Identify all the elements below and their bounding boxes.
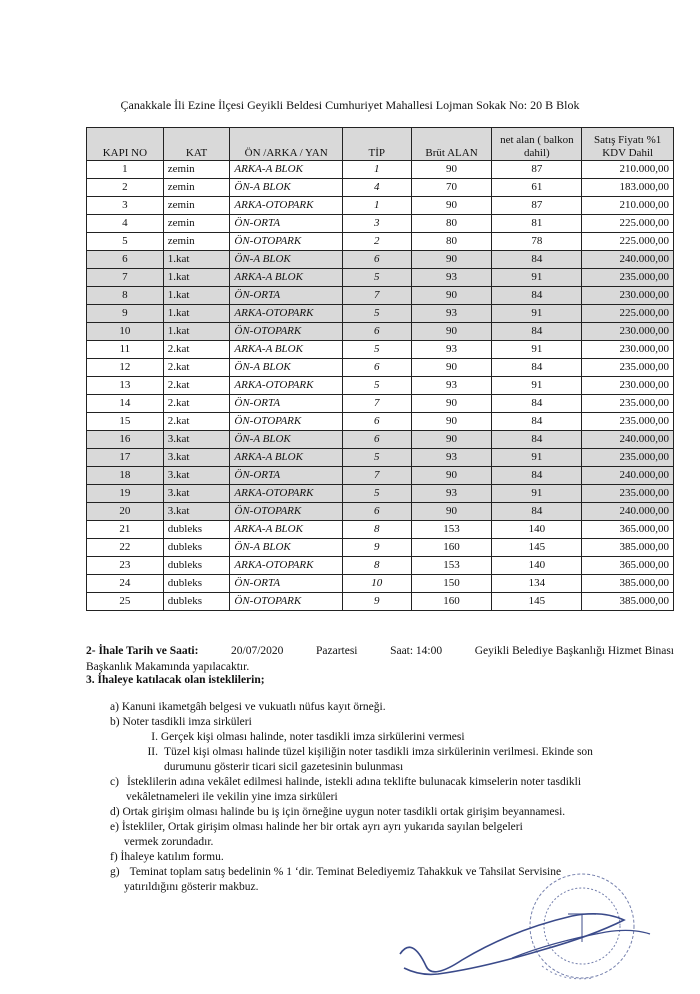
requirement-text-continued: yatırıldığını gösterir makbuz.: [124, 881, 259, 893]
cell-net-alan: 140: [492, 557, 582, 575]
requirement-text: Noter tasdikli imza sirküleri: [122, 716, 252, 728]
cell-tip: 7: [342, 395, 411, 413]
cell-tip: 9: [342, 539, 411, 557]
cell-tip: 5: [342, 305, 411, 323]
cell-kapi-no: 21: [87, 521, 164, 539]
requirement-f: [86, 850, 676, 865]
cell-brut-alan: 90: [411, 251, 492, 269]
auction-date-section: [86, 643, 674, 675]
auction-place: Geyikli Belediye Başkanlığı Hizmet Binası: [474, 645, 674, 657]
cell-tip: 6: [342, 503, 411, 521]
cell-satis-fiyati: 235.000,00: [582, 449, 674, 467]
cell-on-arka-yan: ARKA-A BLOK: [230, 521, 343, 539]
table-row: [87, 305, 674, 323]
cell-satis-fiyati: 235.000,00: [582, 485, 674, 503]
cell-brut-alan: 93: [411, 377, 492, 395]
cell-brut-alan: 90: [411, 359, 492, 377]
cell-satis-fiyati: 230.000,00: [582, 323, 674, 341]
cell-tip: 7: [342, 287, 411, 305]
cell-net-alan: 84: [492, 413, 582, 431]
cell-tip: 3: [342, 215, 411, 233]
cell-on-arka-yan: ARKA-OTOPARK: [230, 557, 343, 575]
cell-satis-fiyati: 225.000,00: [582, 215, 674, 233]
cell-brut-alan: 80: [411, 233, 492, 251]
cell-kat: dubleks: [163, 539, 230, 557]
cell-kapi-no: 22: [87, 539, 164, 557]
cell-net-alan: 84: [492, 467, 582, 485]
cell-satis-fiyati: 385.000,00: [582, 593, 674, 611]
cell-on-arka-yan: ARKA-OTOPARK: [230, 485, 343, 503]
cell-satis-fiyati: 235.000,00: [582, 395, 674, 413]
cell-tip: 10: [342, 575, 411, 593]
cell-brut-alan: 90: [411, 197, 492, 215]
cell-net-alan: 61: [492, 179, 582, 197]
table-header-row: [87, 128, 674, 161]
cell-net-alan: 140: [492, 521, 582, 539]
official-seal-and-signature: [392, 870, 662, 994]
table-row: [87, 395, 674, 413]
cell-kapi-no: 16: [87, 431, 164, 449]
cell-net-alan: 78: [492, 233, 582, 251]
cell-brut-alan: 90: [411, 395, 492, 413]
table-body: [87, 161, 674, 611]
cell-net-alan: 91: [492, 449, 582, 467]
cell-brut-alan: 153: [411, 557, 492, 575]
cell-kapi-no: 23: [87, 557, 164, 575]
cell-tip: 8: [342, 521, 411, 539]
cell-kapi-no: 2: [87, 179, 164, 197]
cell-kapi-no: 11: [87, 341, 164, 359]
cell-on-arka-yan: ARKA-A BLOK: [230, 269, 343, 287]
cell-kapi-no: 24: [87, 575, 164, 593]
cell-brut-alan: 90: [411, 431, 492, 449]
cell-kat: 2.kat: [163, 395, 230, 413]
cell-on-arka-yan: ÖN-OTOPARK: [230, 323, 343, 341]
cell-tip: 1: [342, 161, 411, 179]
requirement-mark: II.: [147, 746, 158, 758]
cell-kat: zemin: [163, 233, 230, 251]
cell-tip: 5: [342, 449, 411, 467]
table-row: [87, 503, 674, 521]
table-row: [87, 377, 674, 395]
cell-kapi-no: 10: [87, 323, 164, 341]
requirement-mark: d): [110, 806, 120, 818]
cell-on-arka-yan: ÖN-A BLOK: [230, 179, 343, 197]
cell-kat: 3.kat: [163, 449, 230, 467]
cell-tip: 5: [342, 269, 411, 287]
header-brut-alan: Brüt ALAN: [411, 128, 492, 161]
cell-tip: 9: [342, 593, 411, 611]
cell-brut-alan: 90: [411, 287, 492, 305]
cell-kat: 1.kat: [163, 305, 230, 323]
auction-date: 20/07/2020: [231, 645, 284, 657]
cell-on-arka-yan: ÖN-OTOPARK: [230, 413, 343, 431]
cell-satis-fiyati: 183.000,00: [582, 179, 674, 197]
cell-net-alan: 91: [492, 341, 582, 359]
table-row: [87, 485, 674, 503]
header-tip: TİP: [342, 128, 411, 161]
auction-time: Saat: 14:00: [390, 645, 443, 657]
cell-on-arka-yan: ÖN-OTOPARK: [230, 233, 343, 251]
requirement-a: [86, 700, 676, 715]
cell-satis-fiyati: 230.000,00: [582, 341, 674, 359]
cell-brut-alan: 160: [411, 539, 492, 557]
table-row: [87, 341, 674, 359]
cell-satis-fiyati: 225.000,00: [582, 233, 674, 251]
cell-kat: 2.kat: [163, 359, 230, 377]
cell-kapi-no: 8: [87, 287, 164, 305]
table-row: [87, 521, 674, 539]
cell-brut-alan: 93: [411, 305, 492, 323]
cell-net-alan: 84: [492, 287, 582, 305]
table-row: [87, 161, 674, 179]
requirement-text-continued: durumunu gösterir ticari sicil gazetesinin bulunması: [164, 761, 404, 773]
cell-kat: dubleks: [163, 575, 230, 593]
cell-tip: 1: [342, 197, 411, 215]
cell-on-arka-yan: ÖN-ORTA: [230, 575, 343, 593]
cell-kat: dubleks: [163, 557, 230, 575]
requirement-mark: f): [110, 851, 118, 863]
cell-on-arka-yan: ÖN-ORTA: [230, 215, 343, 233]
cell-tip: 6: [342, 431, 411, 449]
requirement-text: Gerçek kişi olması halinde, noter tasdikli imza sirkülerini vermesi: [160, 731, 465, 743]
requirement-text-continued: vekâletnameleri ile vekilin yine imza sirküleri: [126, 791, 338, 803]
cell-net-alan: 84: [492, 431, 582, 449]
cell-tip: 4: [342, 179, 411, 197]
requirement-mark: c): [110, 776, 119, 788]
auction-date-label: 2- İhale Tarih ve Saati:: [86, 645, 199, 657]
cell-satis-fiyati: 240.000,00: [582, 467, 674, 485]
requirements-heading: 3. İhaleye katılacak olan isteklilerin;: [86, 674, 265, 686]
cell-brut-alan: 160: [411, 593, 492, 611]
table-row: [87, 593, 674, 611]
cell-brut-alan: 90: [411, 503, 492, 521]
cell-net-alan: 84: [492, 251, 582, 269]
cell-satis-fiyati: 240.000,00: [582, 503, 674, 521]
cell-on-arka-yan: ARKA-A BLOK: [230, 341, 343, 359]
cell-brut-alan: 93: [411, 341, 492, 359]
cell-brut-alan: 90: [411, 161, 492, 179]
cell-on-arka-yan: ARKA-OTOPARK: [230, 377, 343, 395]
cell-satis-fiyati: 235.000,00: [582, 269, 674, 287]
cell-net-alan: 84: [492, 395, 582, 413]
cell-brut-alan: 93: [411, 269, 492, 287]
cell-kat: 1.kat: [163, 323, 230, 341]
auction-day: Pazartesi: [315, 645, 358, 657]
cell-on-arka-yan: ÖN-A BLOK: [230, 539, 343, 557]
cell-kapi-no: 9: [87, 305, 164, 323]
cell-tip: 8: [342, 557, 411, 575]
cell-kat: 1.kat: [163, 269, 230, 287]
requirement-text: İhaleye katılım formu.: [120, 851, 224, 863]
cell-net-alan: 87: [492, 197, 582, 215]
requirement-b-ii: [86, 745, 676, 775]
header-satis-fiyati: Satış Fiyatı %1 KDV Dahil: [582, 128, 674, 161]
signature-stroke: [400, 914, 624, 975]
cell-kat: zemin: [163, 179, 230, 197]
cell-satis-fiyati: 235.000,00: [582, 413, 674, 431]
requirement-mark: I.: [151, 731, 158, 743]
cell-on-arka-yan: ÖN-OTOPARK: [230, 503, 343, 521]
requirement-text: Tüzel kişi olması halinde tüzel kişiliğin noter tasdikli imza sirkülerinin verilmesi. Ekinde son: [164, 746, 593, 758]
requirement-c: [86, 775, 676, 805]
cell-net-alan: 91: [492, 377, 582, 395]
cell-kapi-no: 20: [87, 503, 164, 521]
cell-brut-alan: 93: [411, 449, 492, 467]
seal-stamp: [530, 874, 634, 979]
cell-tip: 5: [342, 485, 411, 503]
table-row: [87, 449, 674, 467]
auction-place-continued: Başkanlık Makamında yapılacaktır.: [86, 661, 250, 673]
table-row: [87, 197, 674, 215]
cell-kat: 3.kat: [163, 467, 230, 485]
cell-kat: 3.kat: [163, 485, 230, 503]
cell-kapi-no: 4: [87, 215, 164, 233]
cell-kapi-no: 7: [87, 269, 164, 287]
table-row: [87, 539, 674, 557]
header-kapi-no: KAPI NO: [87, 128, 164, 161]
table-row: [87, 359, 674, 377]
cell-kat: 1.kat: [163, 251, 230, 269]
cell-kat: 2.kat: [163, 341, 230, 359]
cell-kat: zemin: [163, 215, 230, 233]
cell-kapi-no: 3: [87, 197, 164, 215]
cell-on-arka-yan: ARKA-A BLOK: [230, 161, 343, 179]
cell-brut-alan: 70: [411, 179, 492, 197]
table-row: [87, 287, 674, 305]
cell-net-alan: 87: [492, 161, 582, 179]
cell-brut-alan: 150: [411, 575, 492, 593]
cell-net-alan: 145: [492, 539, 582, 557]
cell-kapi-no: 6: [87, 251, 164, 269]
requirement-text-continued: vermek zorundadır.: [124, 836, 214, 848]
cell-satis-fiyati: 365.000,00: [582, 521, 674, 539]
cell-satis-fiyati: 230.000,00: [582, 377, 674, 395]
cell-satis-fiyati: 230.000,00: [582, 287, 674, 305]
cell-net-alan: 91: [492, 269, 582, 287]
cell-kat: 2.kat: [163, 377, 230, 395]
cell-kat: zemin: [163, 197, 230, 215]
cell-kat: 3.kat: [163, 503, 230, 521]
table-row: [87, 557, 674, 575]
cell-brut-alan: 93: [411, 485, 492, 503]
cell-on-arka-yan: ÖN-ORTA: [230, 467, 343, 485]
table-row: [87, 467, 674, 485]
cell-kapi-no: 1: [87, 161, 164, 179]
requirement-text: İsteklilerin adına vekâlet edilmesi halinde, istekli adına teklifte bulunacak kimselerin noter tasdikli: [126, 776, 582, 788]
cell-kapi-no: 19: [87, 485, 164, 503]
table-row: [87, 575, 674, 593]
requirement-b-i: [86, 730, 676, 745]
table-row: [87, 179, 674, 197]
cell-satis-fiyati: 240.000,00: [582, 251, 674, 269]
cell-kapi-no: 13: [87, 377, 164, 395]
table-row: [87, 269, 674, 287]
cell-kapi-no: 17: [87, 449, 164, 467]
cell-kapi-no: 25: [87, 593, 164, 611]
cell-satis-fiyati: 365.000,00: [582, 557, 674, 575]
header-on-arka-yan: ÖN /ARKA / YAN: [230, 128, 343, 161]
cell-net-alan: 91: [492, 305, 582, 323]
cell-kat: 3.kat: [163, 431, 230, 449]
document-title: Çanakkale İli Ezine İlçesi Geyikli Beldesi Cumhuriyet Mahallesi Lojman Sokak No: 20 B Blok: [120, 98, 580, 112]
cell-tip: 5: [342, 341, 411, 359]
requirement-mark: e): [110, 821, 119, 833]
table-row: [87, 431, 674, 449]
table-row: [87, 413, 674, 431]
cell-kat: dubleks: [163, 593, 230, 611]
cell-satis-fiyati: 210.000,00: [582, 161, 674, 179]
cell-kapi-no: 15: [87, 413, 164, 431]
requirement-mark: g): [110, 866, 120, 878]
signature-tail: [512, 930, 650, 958]
cell-net-alan: 84: [492, 359, 582, 377]
requirement-b: [86, 715, 676, 730]
requirement-mark: a): [110, 701, 119, 713]
cell-kapi-no: 5: [87, 233, 164, 251]
table-row: [87, 323, 674, 341]
cell-satis-fiyati: 210.000,00: [582, 197, 674, 215]
cell-on-arka-yan: ÖN-A BLOK: [230, 251, 343, 269]
cell-on-arka-yan: ARKA-OTOPARK: [230, 305, 343, 323]
cell-tip: 2: [342, 233, 411, 251]
apartment-sale-table: [86, 127, 674, 611]
cell-net-alan: 81: [492, 215, 582, 233]
cell-tip: 5: [342, 377, 411, 395]
cell-kapi-no: 12: [87, 359, 164, 377]
cell-on-arka-yan: ÖN-ORTA: [230, 395, 343, 413]
table-row: [87, 233, 674, 251]
cell-satis-fiyati: 385.000,00: [582, 539, 674, 557]
cell-tip: 6: [342, 251, 411, 269]
cell-satis-fiyati: 235.000,00: [582, 359, 674, 377]
cell-kat: zemin: [163, 161, 230, 179]
header-kat: KAT: [163, 128, 230, 161]
cell-net-alan: 145: [492, 593, 582, 611]
requirement-text: İstekliler, Ortak girişim olması halinde her bir ortak ayrı ayrı yukarıda sayılan belgeleri: [121, 821, 523, 833]
cell-on-arka-yan: ARKA-OTOPARK: [230, 197, 343, 215]
cell-net-alan: 84: [492, 503, 582, 521]
cell-brut-alan: 90: [411, 323, 492, 341]
requirement-mark: b): [110, 716, 120, 728]
cell-net-alan: 134: [492, 575, 582, 593]
requirement-text: Teminat toplam satış bedelinin % 1 ‘dir. Teminat Belediyemiz Tahakkuk ve Tahsilat Servisine: [129, 866, 562, 878]
cell-tip: 6: [342, 359, 411, 377]
requirement-e: [86, 820, 676, 850]
cell-tip: 6: [342, 413, 411, 431]
requirements-list: [86, 700, 676, 895]
cell-satis-fiyati: 240.000,00: [582, 431, 674, 449]
requirement-d: [86, 805, 676, 820]
cell-kat: 1.kat: [163, 287, 230, 305]
cell-tip: 6: [342, 323, 411, 341]
cell-brut-alan: 90: [411, 467, 492, 485]
cell-tip: 7: [342, 467, 411, 485]
cell-satis-fiyati: 385.000,00: [582, 575, 674, 593]
requirement-text: Kanuni ikametgâh belgesi ve vukuatlı nüfus kayıt örneği.: [121, 701, 386, 713]
cell-on-arka-yan: ÖN-OTOPARK: [230, 593, 343, 611]
cell-net-alan: 91: [492, 485, 582, 503]
table-row: [87, 251, 674, 269]
cell-on-arka-yan: ARKA-A BLOK: [230, 449, 343, 467]
cell-brut-alan: 80: [411, 215, 492, 233]
cell-satis-fiyati: 225.000,00: [582, 305, 674, 323]
cell-brut-alan: 153: [411, 521, 492, 539]
table-row: [87, 215, 674, 233]
cell-on-arka-yan: ÖN-A BLOK: [230, 431, 343, 449]
cell-on-arka-yan: ÖN-ORTA: [230, 287, 343, 305]
cell-brut-alan: 90: [411, 413, 492, 431]
requirement-text: Ortak girişim olması halinde bu iş için örneğine uygun noter tasdikli ortak girişim beyannamesi.: [122, 806, 566, 818]
cell-kat: dubleks: [163, 521, 230, 539]
cell-kapi-no: 18: [87, 467, 164, 485]
header-net-alan: net alan ( balkon dahil): [492, 128, 582, 161]
cell-kat: 2.kat: [163, 413, 230, 431]
cell-kapi-no: 14: [87, 395, 164, 413]
cell-net-alan: 84: [492, 323, 582, 341]
cell-on-arka-yan: ÖN-A BLOK: [230, 359, 343, 377]
